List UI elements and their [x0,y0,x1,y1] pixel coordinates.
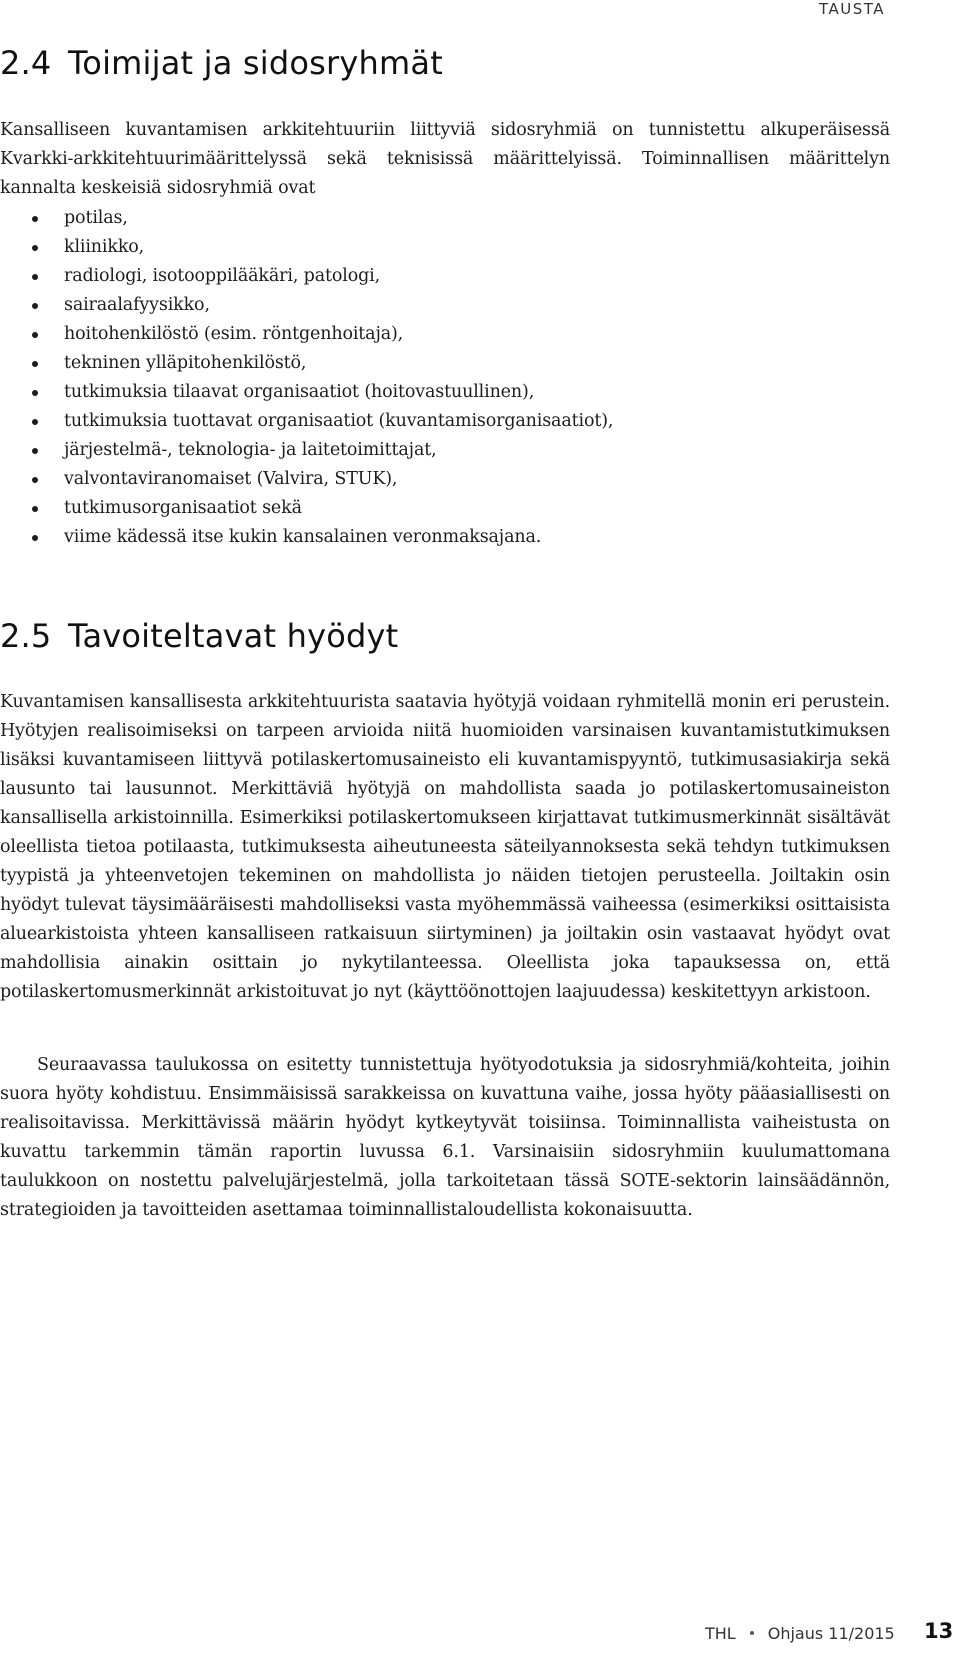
page-footer [705,1624,895,1643]
bullet-icon [32,390,38,396]
section-heading-2-4 [0,44,443,82]
list-item [0,262,613,291]
section-title: Tavoiteltavat hyödyt [68,617,399,655]
list-item-text: potilas, [64,208,128,228]
list-item-text: tutkimusorganisaatiot sekä [64,498,302,518]
section-heading-2-5 [0,617,398,655]
list-item [0,436,613,465]
bullet-icon [32,303,38,309]
footer-separator-icon [750,1631,754,1635]
list-item [0,523,613,552]
running-head: TAUSTA [818,0,885,18]
footer-publisher: THL [705,1624,736,1643]
list-item [0,349,613,378]
list-item-text: järjestelmä-, teknologia- ja laitetoimittajat, [64,440,437,460]
list-item [0,378,613,407]
list-item-text: radiologi, isotooppilääkäri, patologi, [64,266,380,286]
bullet-icon [32,332,38,338]
list-item [0,233,613,262]
list-item-text: viime kädessä itse kukin kansalainen veronmaksajana. [64,527,542,547]
list-item-text: kliinikko, [64,237,145,257]
bullet-icon [32,535,38,541]
section-number: 2.5 [0,617,52,655]
list-item [0,320,613,349]
list-item-text: tekninen ylläpitohenkilöstö, [64,353,307,373]
stakeholder-list [0,204,613,552]
bullet-icon [32,274,38,280]
list-item [0,407,613,436]
bullet-icon [32,361,38,367]
list-item [0,465,613,494]
bullet-icon [32,506,38,512]
bullet-icon [32,216,38,222]
bullet-icon [32,245,38,251]
list-item-text: sairaalafyysikko, [64,295,210,315]
page-number: 13 [924,1619,954,1643]
intro-paragraph: Kansalliseen kuvantamisen arkkitehtuuriin liittyviä sidosryhmiä on tunnistettu alkuperäisessä Kvarkki-arkkitehtuurimäärittelyssä sekä teknisissä määrittelyissä. Toiminnallisen määrittelyn kannalta keskeisiä sidosryhmiä ovat [0,120,890,198]
list-item [0,494,613,523]
bullet-icon [32,448,38,454]
benefits-paragraph-2: Seuraavassa taulukossa on esitetty tunnistettuja hyötyodotuksia ja sidosryhmiä/kohteita, joihin suora hyöty kohdistuu. Ensimmäisissä sarakkeissa on kuvattuna vaihe, jossa hyöty pääasiallisesti on realisoitavissa. Merkittävissä määrin hyödyt kytkeytyvät toisiinsa. Toiminnallista vaiheistusta on kuvattu tarkemmin tämän raportin luvussa 6.1. Varsinaisiin sidosryhmiin kuulumattomana taulukkoon on nostettu palvelujärjestelmä, jolla tarkoitetaan tässä SOTE-sektorin lainsäädännön, strategioiden ja tavoitteiden asettamaa toiminnallistaloudellista kokonaisuutta. [0,1055,890,1220]
list-item-text: hoitohenkilöstö (esim. röntgenhoitaja), [64,324,404,344]
list-item [0,291,613,320]
bullet-icon [32,419,38,425]
list-item-text: tutkimuksia tuottavat organisaatiot (kuvantamisorganisaatiot), [64,411,614,431]
footer-publication: Ohjaus 11/2015 [767,1624,895,1643]
list-item [0,204,613,233]
list-item-text: tutkimuksia tilaavat organisaatiot (hoitovastuullinen), [64,382,535,402]
list-item-text: valvontaviranomaiset (Valvira, STUK), [64,469,398,489]
section-number: 2.4 [0,44,52,82]
section-title: Toimijat ja sidosryhmät [68,44,443,82]
benefits-paragraph-1: Kuvantamisen kansallisesta arkkitehtuurista saatavia hyötyjä voidaan ryhmitellä monin eri perustein. Hyötyjen realisoimiseksi on tarpeen arvioida niitä huomioiden varsinaisen kuvantamistutkimuksen lisäksi kuvantamiseen liittyvä potilaskertomusaineisto eli kuvantamispyyntö, tutkimusasiakirja sekä lausunto tai lausunnot. Merkittäviä hyötyjä on mahdollista saada jo potilaskertomusaineiston kansallisella arkistoinnilla. Esimerkiksi potilaskertomukseen kirjattavat tutkimusmerkinnät sisältävät oleellista tietoa potilaasta, tutkimuksesta aiheutuneesta säteilyannoksesta sekä tehdyn tutkimuksen tyypistä ja yhteenvetojen tekeminen on mahdollista jo näiden tietojen perusteella. Joiltakin osin hyödyt tulevat täysimääräisesti mahdolliseksi vasta myöhemmässä vaiheessa (esimerkiksi osittaisista aluearkistoista yhteen kansalliseen ratkaisuun siirtyminen) ja joiltakin osin vastaavat hyödyt ovat mahdollisia ainakin osittain jo nykytilanteessa. Oleellista joka tapauksessa on, että potilaskertomusmerkinnät arkistoituvat jo nyt (käyttöönottojen laajuudessa) keskitettyyn arkistoon. [0,692,890,1002]
bullet-icon [32,477,38,483]
